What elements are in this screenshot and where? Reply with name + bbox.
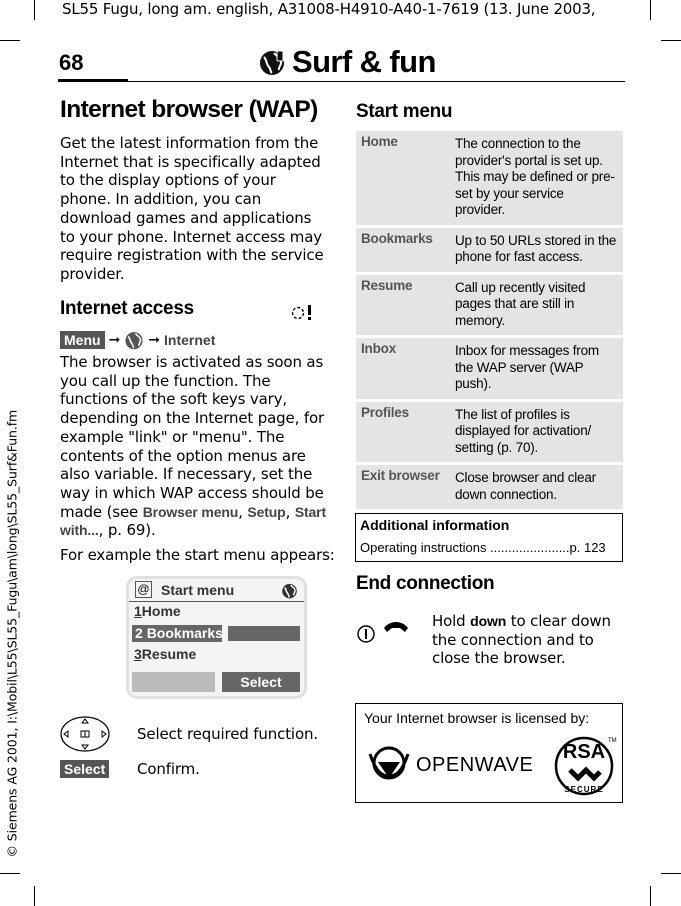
svg-text:SECURE: SECURE — [564, 785, 604, 794]
end-call-key-icon — [356, 616, 410, 650]
keyword-browser-menu: Browser menu — [142, 503, 239, 520]
side-note: © Siemens AG 2001, I:\Mobil\L55\SL55_Fugu\am\long\SL55_Surf&Fun.fm — [4, 409, 20, 858]
crop-mark — [661, 873, 681, 874]
table-row — [356, 228, 623, 272]
additional-info-box — [355, 513, 623, 562]
menu-key-resume: Resume — [356, 275, 451, 336]
screen-softkey-select[interactable]: Select — [222, 672, 300, 692]
globe-phone-icon — [124, 330, 144, 350]
screen-menu-item[interactable]: 1Home — [134, 603, 181, 619]
rsa-secure-logo-icon — [550, 730, 618, 798]
end-connection-heading: End connection — [356, 573, 495, 594]
screen-menu-item-selected[interactable]: 2 Bookmarks — [132, 625, 222, 642]
menu-softkey[interactable]: Menu — [60, 331, 105, 349]
screen-title-bar — [129, 579, 304, 602]
openwave-wordmark: OPENWAVE — [416, 754, 534, 776]
menu-key-inbox: Inbox — [356, 338, 451, 399]
screen-title: Start menu — [161, 582, 235, 598]
crop-mark — [650, 886, 651, 906]
phone-screen — [129, 579, 304, 696]
navigation-key-icon — [60, 716, 110, 756]
at-sign-icon: @ — [135, 581, 152, 598]
menu-key-profiles: Profiles — [356, 402, 451, 463]
instruction-select-function: Select required function. — [137, 725, 318, 743]
section-title: Internet browser (WAP) — [60, 96, 318, 123]
table-row — [356, 131, 623, 225]
table-row — [356, 402, 623, 463]
crop-mark — [0, 40, 20, 41]
menu-key-exit-browser: Exit browser — [356, 465, 451, 509]
end-connection-text: Hold down to clear down the connection and to close the browser. — [432, 612, 611, 668]
crop-mark — [34, 0, 35, 20]
network-service-icon — [289, 303, 315, 327]
crop-mark — [661, 40, 681, 41]
menu-desc: The list of profiles is displayed for activation/ setting (p. 70). — [451, 402, 623, 463]
menu-desc: Call up recently visited pages that are still in memory. — [451, 275, 623, 336]
arrow-icon: ➞ — [108, 332, 121, 348]
start-menu-heading: Start menu — [356, 101, 453, 122]
start-menu-table — [356, 128, 623, 512]
screen-selection-bar — [228, 626, 300, 641]
keyword-setup: Setup — [247, 503, 286, 520]
menu-item-internet: Internet — [164, 332, 216, 348]
screen-menu-item[interactable]: 3Resume — [134, 646, 197, 662]
table-row — [356, 275, 623, 336]
access-heading: Internet access — [60, 298, 194, 319]
select-softkey[interactable]: Select — [60, 760, 109, 778]
additional-info-heading: Additional information — [360, 517, 510, 533]
crop-mark — [0, 873, 20, 874]
menu-path — [60, 330, 215, 350]
menu-key-home: Home — [356, 131, 451, 225]
instruction-confirm: Confirm. — [137, 760, 200, 778]
activation-paragraph: The browser is activated as soon as you call up the function. The functions of the soft keys vary, depending on the Internet page, for example "link" or "menu". The contents of the option menus are also variable. If necessary, set the way in which WAP access should be made (see Browser menu, Setup, Start with..., p. 69). — [60, 353, 326, 540]
crop-mark — [34, 886, 35, 906]
menu-desc: The connection to the provider's portal is set up. This may be defined or pre-set by your service provider. — [451, 131, 623, 225]
arrow-icon: ➞ — [148, 332, 161, 348]
menu-key-bookmarks: Bookmarks — [356, 228, 451, 272]
menu-desc: Up to 50 URLs stored in the phone for fast access. — [451, 228, 623, 272]
menu-desc: Close browser and clear down connection. — [451, 465, 623, 509]
table-row — [356, 338, 623, 399]
chapter-title: Surf & fun — [258, 44, 436, 80]
page-number-rule — [58, 79, 128, 82]
keyword-down: down — [470, 613, 507, 629]
additional-info-text: Operating instructions ......................p. 123 — [360, 540, 606, 555]
table-row — [356, 465, 623, 509]
running-head: SL55 Fugu, long am. english, A31008-H4910-A40-1-7619 (13. June 2003, — [62, 0, 596, 18]
globe-phone-icon — [281, 582, 298, 599]
page-number: 68 — [59, 50, 84, 75]
license-box — [355, 703, 623, 803]
svg-text:TM: TM — [608, 738, 617, 744]
screen-softkey-left[interactable] — [132, 672, 215, 692]
chapter-title-rule — [58, 81, 625, 82]
intro-paragraph: Get the latest information from the Internet that is specifically adapted to the display options of your phone. In addition, you can download games and applications to your phone. Internet access may require registration with the service provider. — [60, 134, 324, 283]
menu-desc: Inbox for messages from the WAP server (WAP push). — [451, 338, 623, 399]
example-text: For example the start menu appears: — [60, 546, 335, 564]
openwave-logo-icon — [368, 742, 410, 789]
globe-phone-icon — [258, 48, 286, 76]
svg-text:RSA: RSA — [562, 741, 606, 763]
license-text: Your Internet browser is licensed by: — [364, 710, 590, 726]
crop-mark — [650, 0, 651, 20]
keyword-start-with: Start with... — [60, 503, 326, 539]
